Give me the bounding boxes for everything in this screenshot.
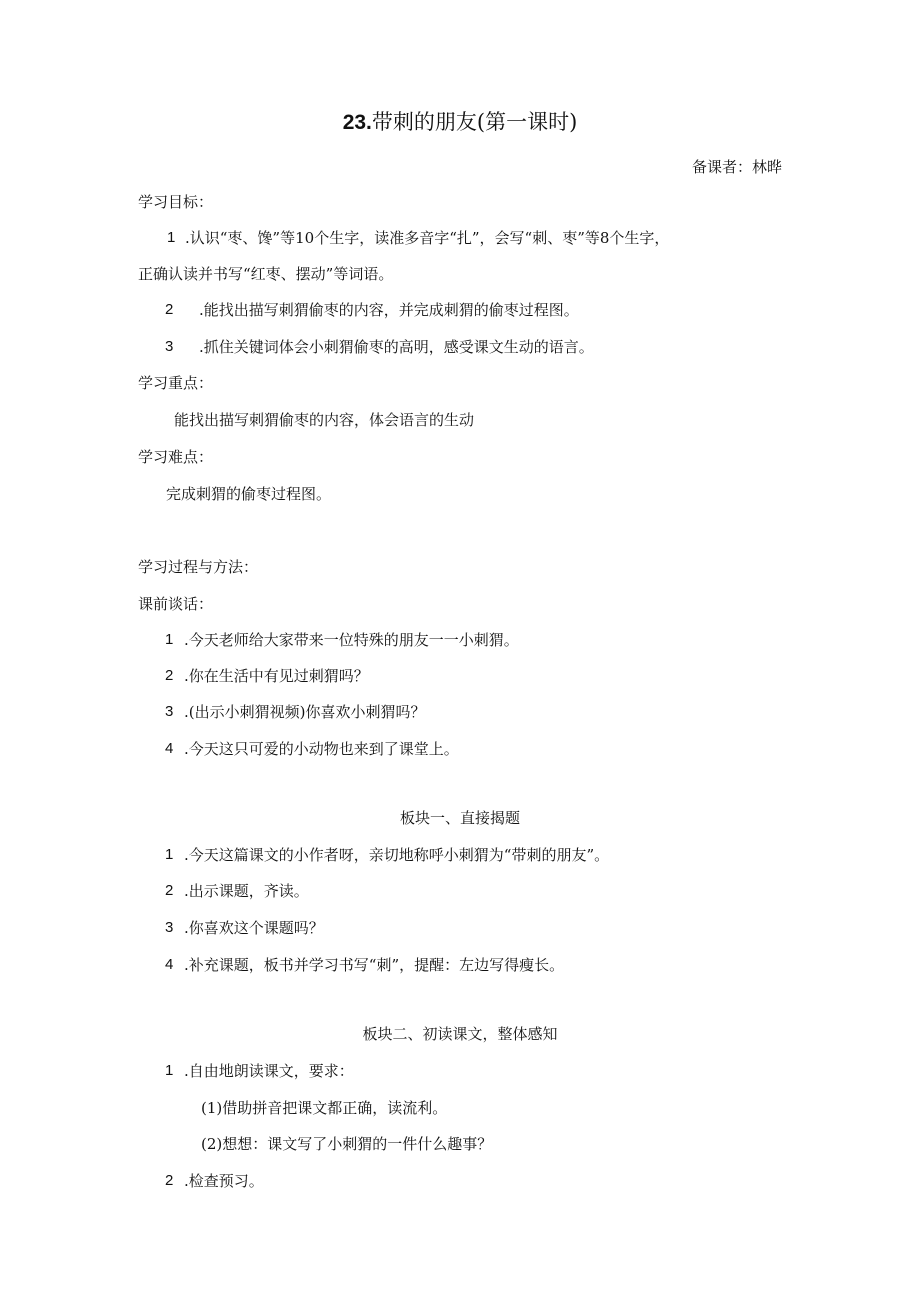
section-two-text: .自由地朗读课文，要求： (184, 1062, 354, 1080)
pre-class-index: 3 (165, 703, 174, 720)
objective-index: 2 (165, 301, 174, 318)
objective-text: .能找出描写刺猬偷枣的内容，并完成刺猬的偷枣过程图。 (199, 301, 579, 319)
pre-class-index: 2 (165, 667, 174, 684)
section-one-text: .补充课题，板书并学习书写“刺”，提醒：左边写得瘦长。 (184, 956, 565, 974)
pre-class-text: .今天老师给大家带来一位特殊的朋友一一小刺猬。 (184, 631, 519, 649)
lesson-title-text: 带刺的朋友(第一课时) (371, 110, 578, 134)
section-one-heading: 板块一、直接揭题 (399, 809, 520, 827)
section-one-index: 2 (165, 882, 174, 899)
section-one-index: 1 (165, 846, 174, 863)
section-one-text: .今天这篇课文的小作者呀，亲切地称呼小刺猬为“带刺的朋友”。 (184, 846, 610, 864)
section-one-text: .你喜欢这个课题吗？ (184, 919, 324, 937)
section-one-index: 4 (165, 956, 174, 973)
section-two-index: 1 (165, 1062, 174, 1079)
author-line: 备课者：林晔 (691, 158, 782, 176)
section-one-index: 3 (165, 919, 174, 936)
pre-class-index: 4 (165, 740, 174, 757)
section-two-sub-item: (1)借助拼音把课文都正确，读流利。 (201, 1099, 448, 1117)
objective-text: .认识“枣、馋”等10个生字，读准多音字“扎”，会写“刺、枣”等8个生字， (185, 229, 670, 247)
pre-class-text: .你在生活中有见过刺猬吗？ (184, 667, 369, 685)
difficulty-text: 完成刺猬的偷枣过程图。 (166, 485, 332, 503)
lesson-title (0, 108, 920, 137)
pre-class-text: .今天这只可爱的小动物也来到了课堂上。 (184, 740, 459, 758)
section-two-heading: 板块二、初读课文，整体感知 (362, 1025, 558, 1043)
lesson-number: 23. (342, 111, 372, 134)
pre-class-index: 1 (165, 631, 174, 648)
difficulty-heading: 学习难点： (138, 448, 214, 466)
pre-class-text: .(出示小刺猬视频)你喜欢小刺猬吗？ (184, 703, 426, 721)
objective-index: 1 (167, 229, 176, 246)
process-heading: 学习过程与方法： (138, 558, 259, 576)
section-two-text: .检查预习。 (184, 1172, 264, 1190)
key-point-heading: 学习重点： (138, 374, 214, 392)
section-two-sub-item: (2)想想：课文写了小刺猬的一件什么趣事？ (201, 1135, 493, 1153)
section-two-index: 2 (165, 1172, 174, 1189)
objectives-heading: 学习目标： (138, 193, 214, 211)
objective-continuation: 正确认读并书写“红枣、摆动”等词语。 (138, 265, 394, 283)
objective-index: 3 (165, 338, 174, 355)
section-one-text: .出示课题，齐读。 (184, 882, 309, 900)
key-point-text: 能找出描写刺猬偷枣的内容，体会语言的生动 (174, 411, 475, 429)
objective-text: .抓住关键词体会小刺猬偷枣的高明，感受课文生动的语言。 (199, 338, 594, 356)
pre-class-heading: 课前谈话： (138, 595, 214, 613)
